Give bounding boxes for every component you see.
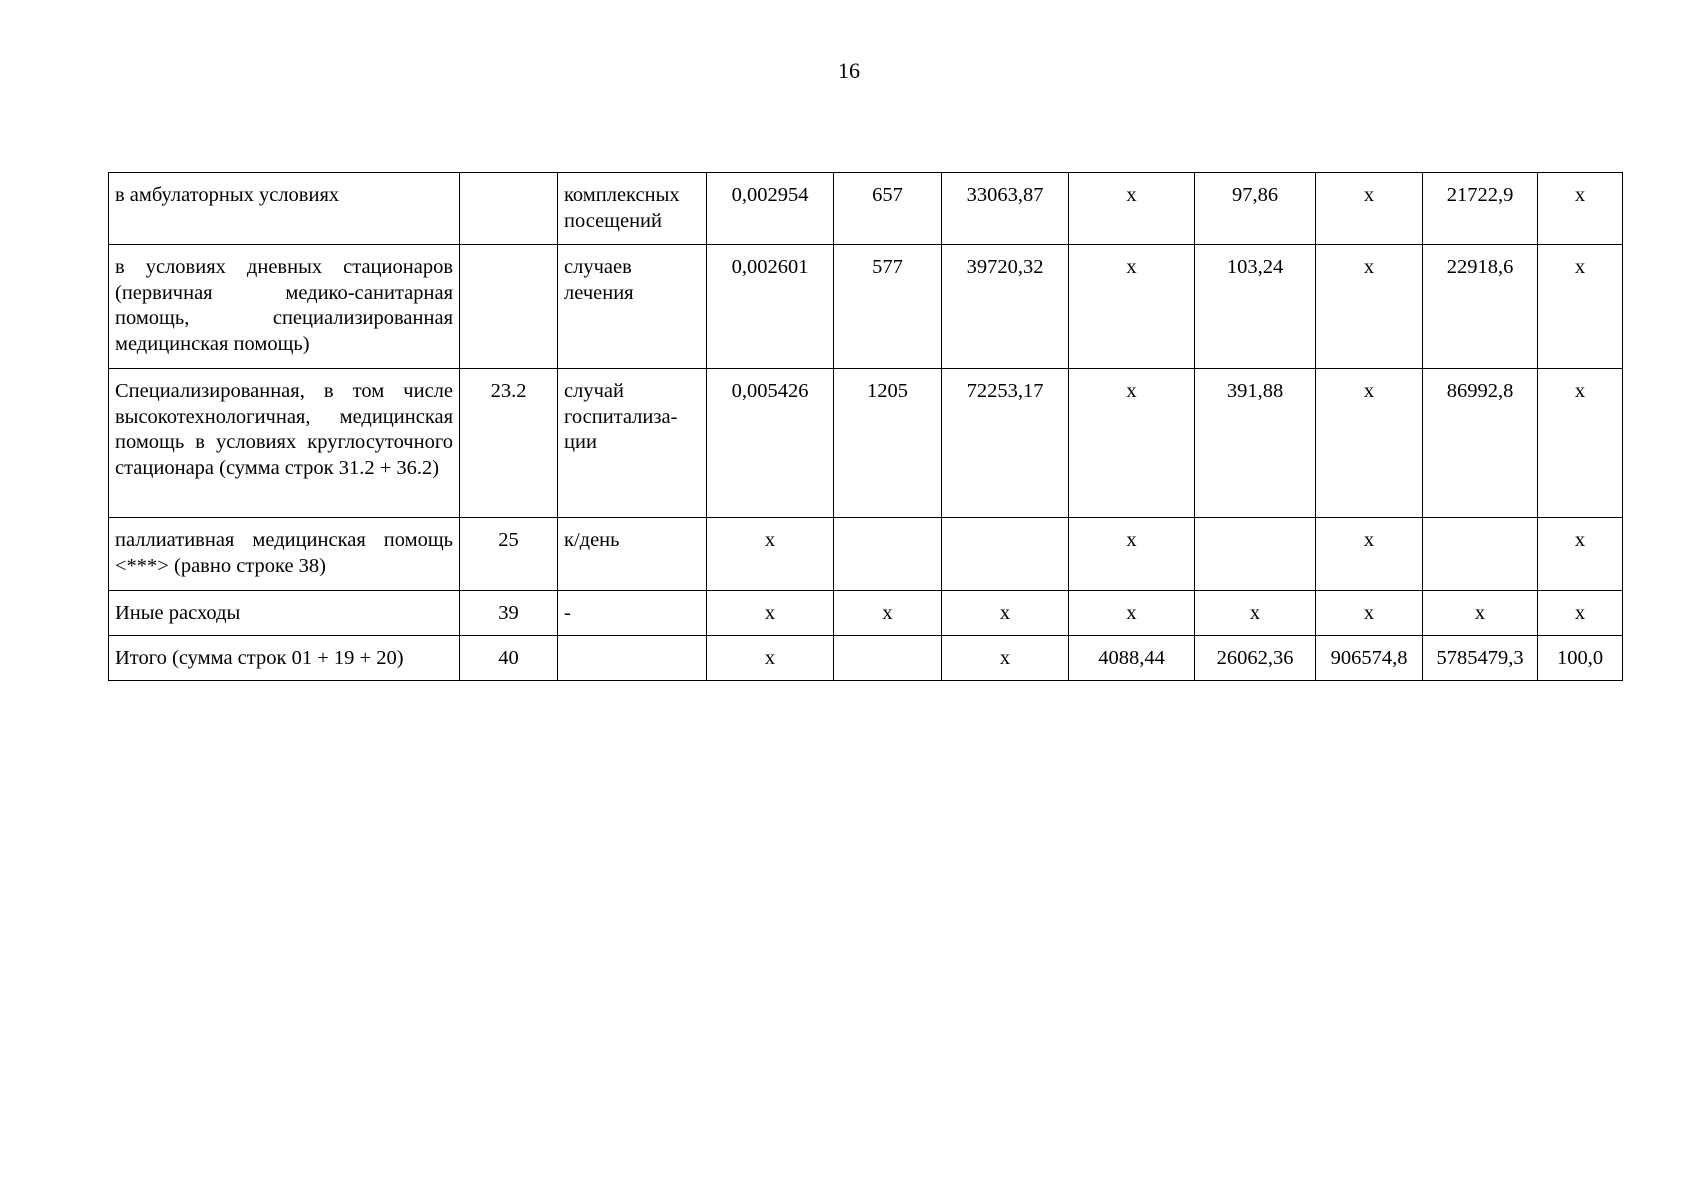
cell-c10: 22918,6 [1423,245,1538,369]
cell-c7: х [1069,245,1195,369]
cell-c4: х [707,636,834,681]
row-name: Специализированная, в том числе высокотехнологичная, медицинская помощь в условиях круглосуточного стационара (сумма строк 31.2 + 36.2) [109,369,460,518]
row-unit: случай госпитализа-ции [558,369,707,518]
cell-c6: 39720,32 [942,245,1069,369]
cell-c10: 86992,8 [1423,369,1538,518]
row-line-number [460,245,558,369]
cell-c8: 103,24 [1195,245,1316,369]
row-line-number: 40 [460,636,558,681]
row-unit: случаев лечения [558,245,707,369]
cell-c10 [1423,518,1538,591]
cell-c6 [942,518,1069,591]
cell-c11: 100,0 [1538,636,1623,681]
cell-c9: х [1316,173,1423,245]
cell-c5: х [834,591,942,636]
cell-c11: х [1538,173,1623,245]
cell-c4: х [707,591,834,636]
cell-c9: 906574,8 [1316,636,1423,681]
table-row [109,518,1623,591]
cell-c7: х [1069,369,1195,518]
cell-c11: х [1538,245,1623,369]
cell-c9: х [1316,518,1423,591]
cell-c8: 97,86 [1195,173,1316,245]
cell-c10: х [1423,591,1538,636]
cell-c5 [834,518,942,591]
cell-c6: 33063,87 [942,173,1069,245]
cell-c11: х [1538,518,1623,591]
row-unit: - [558,591,707,636]
cell-c10: 21722,9 [1423,173,1538,245]
cell-c6: х [942,636,1069,681]
row-unit [558,636,707,681]
cell-c11: х [1538,591,1623,636]
cell-c5: 577 [834,245,942,369]
row-unit: к/день [558,518,707,591]
table-row [109,369,1623,518]
cell-c8 [1195,518,1316,591]
cell-c4: 0,002601 [707,245,834,369]
cell-c4: х [707,518,834,591]
row-unit: комплексных посещений [558,173,707,245]
row-name: Иные расходы [109,591,460,636]
row-line-number: 25 [460,518,558,591]
cell-c6: 72253,17 [942,369,1069,518]
cell-c4: 0,005426 [707,369,834,518]
row-name: в условиях дневных стационаров (первичная медико-санитарная помощь, специализированная медицинская помощь) [109,245,460,369]
cell-c5: 657 [834,173,942,245]
cell-c8: 391,88 [1195,369,1316,518]
cell-c5: 1205 [834,369,942,518]
page-number: 16 [838,58,860,83]
cell-c4: 0,002954 [707,173,834,245]
row-name: в амбулаторных условиях [109,173,460,245]
cell-c7: х [1069,173,1195,245]
cell-c7: х [1069,518,1195,591]
table-row [109,173,1623,245]
cell-c11: х [1538,369,1623,518]
cell-c5 [834,636,942,681]
table-row [109,245,1623,369]
row-line-number: 23.2 [460,369,558,518]
row-line-number: 39 [460,591,558,636]
table-row [109,636,1623,681]
cell-c9: х [1316,245,1423,369]
cell-c9: х [1316,369,1423,518]
row-line-number [460,173,558,245]
row-name: паллиативная медицинская помощь <***> (равно строке 38) [109,518,460,591]
cell-c7: х [1069,591,1195,636]
data-table [108,172,1623,681]
row-name: Итого (сумма строк 01 + 19 + 20) [109,636,460,681]
cell-c8: 26062,36 [1195,636,1316,681]
cell-c8: х [1195,591,1316,636]
cell-c7: 4088,44 [1069,636,1195,681]
cell-c9: х [1316,591,1423,636]
table-row [109,591,1623,636]
cell-c10: 5785479,3 [1423,636,1538,681]
cell-c6: х [942,591,1069,636]
